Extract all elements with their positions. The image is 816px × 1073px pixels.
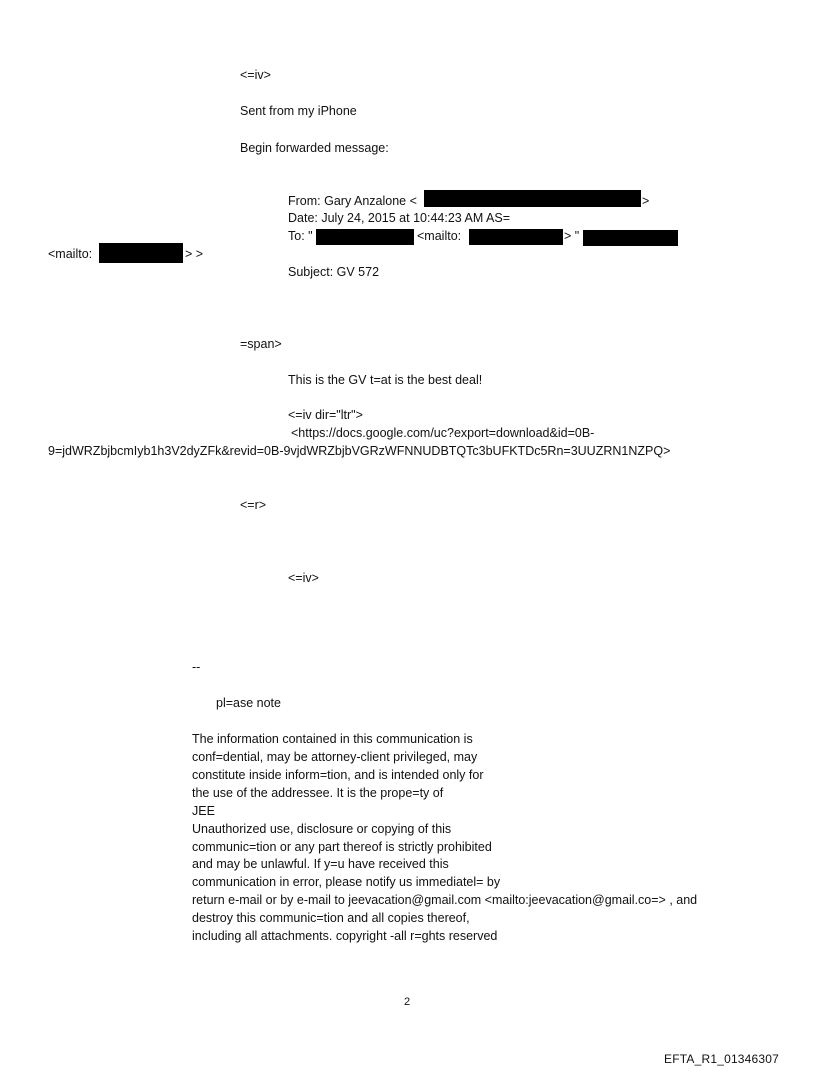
from-close-bracket: > — [642, 194, 650, 208]
from-label: From: Gary Anzalone < — [288, 194, 417, 208]
signature-dashes: -- — [192, 660, 201, 674]
begin-forwarded-line: Begin forwarded message: — [240, 141, 389, 155]
disclaimer-line: communic=tion or any part thereof is strictly prohibited — [192, 840, 492, 854]
redaction-mailto-wrap — [99, 243, 183, 263]
redaction-from-email — [424, 190, 641, 207]
sent-from-line: Sent from my iPhone — [240, 104, 357, 118]
disclaimer-line: and may be unlawful. If y=u have received this — [192, 857, 449, 871]
disclaimer-line: conf=dential, may be attorney-client privileged, may — [192, 750, 478, 764]
div-tag-open: <=iv> — [240, 68, 271, 82]
disclaimer-line: destroy this communic=tion and all copies thereof, — [192, 911, 470, 925]
to-close: > " — [564, 229, 580, 243]
redaction-to-second — [583, 230, 678, 246]
disclaimer-line: The information contained in this communication is — [192, 732, 473, 746]
url-line-2: 9=jdWRZbjbcmIyb1h3V2dyZFk&revid=0B-9vjdWRZbjbVGRzWFNNUDBTQTc3bUFKTDc5Rn=3UUZRN1NZPQ> — [48, 444, 671, 458]
body-text: This is the GV t=at is the best deal! — [288, 373, 483, 387]
url-line-1: <https://docs.google.com/uc?export=download&id=0B- — [291, 426, 595, 440]
disclaimer-line: including all attachments. copyright -all r=ghts reserved — [192, 929, 498, 943]
mailto-wrap-label: <mailto: — [48, 247, 93, 261]
date-line: Date: July 24, 2015 at 10:44:23 AM AS= — [288, 211, 511, 225]
div-dir-tag: <=iv dir="ltr"> — [288, 408, 363, 422]
subject-line: Subject: GV 572 — [288, 265, 380, 279]
to-mailto: <mailto: — [417, 229, 462, 243]
redaction-to-name — [316, 229, 414, 245]
document-id-footer: EFTA_R1_01346307 — [664, 1052, 780, 1066]
disclaimer-line: JEE — [192, 804, 215, 818]
div-tag-close: <=iv> — [288, 571, 319, 585]
r-tag: <=r> — [240, 498, 267, 512]
disclaimer-line: constitute inside inform=tion, and is intended only for — [192, 768, 484, 782]
disclaimer-line: return e-mail or by e-mail to jeevacation@gmail.com <mailto:jeevacation@gmail.co=> , and — [192, 893, 698, 907]
mailto-wrap-close: > > — [185, 247, 204, 261]
disclaimer-line: Unauthorized use, disclosure or copying of this — [192, 822, 452, 836]
disclaimer-line: communication in error, please notify us immediatel= by — [192, 875, 501, 889]
disclaimer-line: the use of the addressee. It is the prope=ty of — [192, 786, 444, 800]
page-number: 2 — [404, 996, 411, 1008]
please-note: pl=ase note — [216, 696, 281, 710]
span-tag: =span> — [240, 337, 282, 351]
redaction-to-email — [469, 229, 563, 245]
to-label: To: " — [288, 229, 313, 243]
